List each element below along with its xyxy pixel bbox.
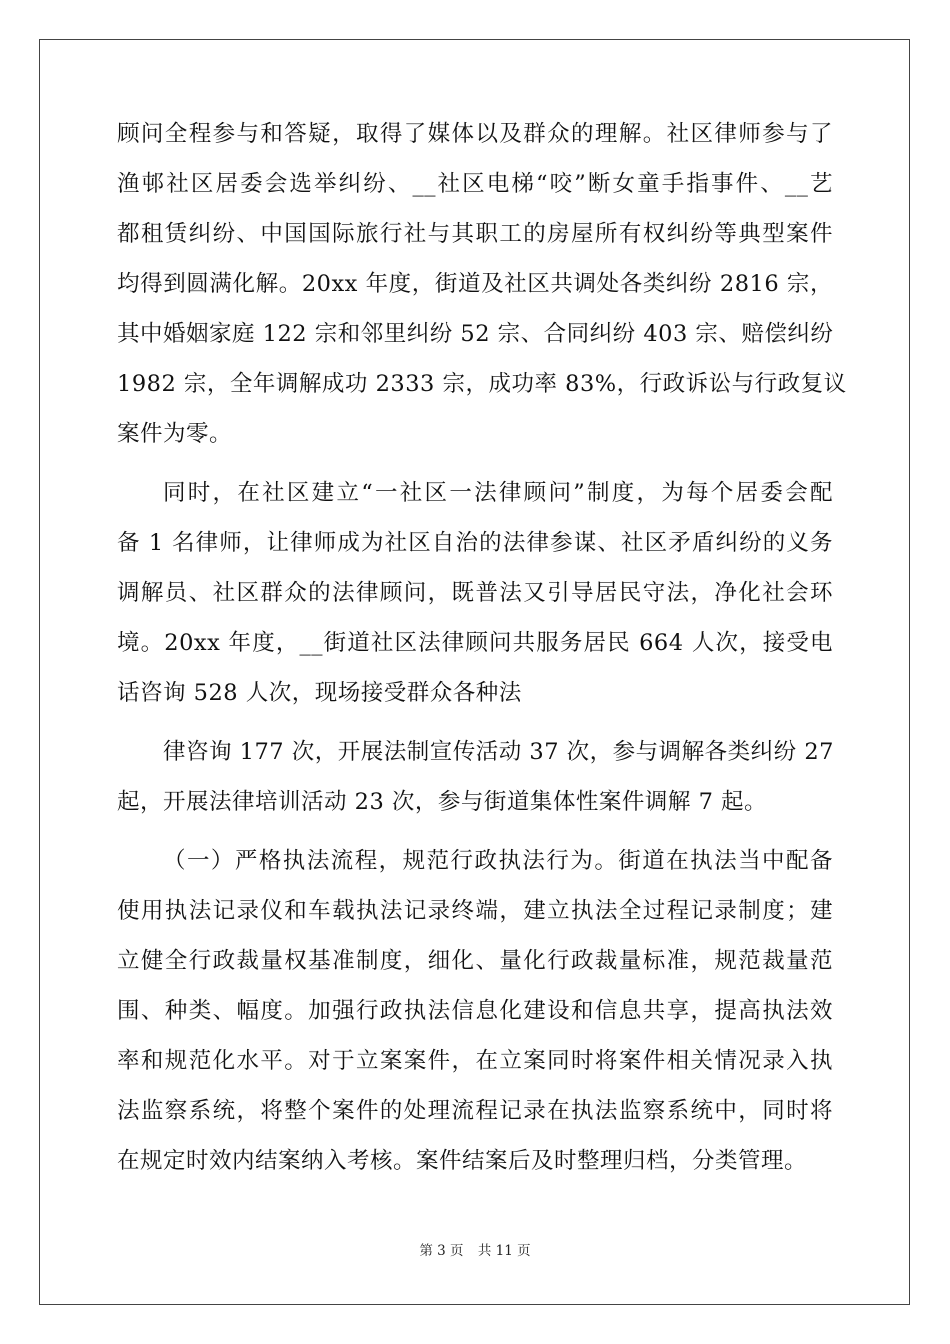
text-line: 围、种类、幅度。加强行政执法信息化建设和信息共享，提高执法效 xyxy=(117,998,833,1024)
text-line: 率和规范化水平。对于立案案件，在立案同时将案件相关情况录入执 xyxy=(117,1048,833,1074)
text-line: 使用执法记录仪和车载执法记录终端，建立执法全过程记录制度；建 xyxy=(117,898,833,924)
text-line: 顾问全程参与和答疑，取得了媒体以及群众的理解。社区律师参与了 xyxy=(117,121,833,147)
text-line: 立健全行政裁量权基准制度，细化、量化行政裁量标准，规范裁量范 xyxy=(117,948,833,974)
text-line: 境。20xx 年度，__街道社区法律顾问共服务居民 664 人次，接受电 xyxy=(117,630,833,656)
text-line: 起，开展法律培训活动 23 次，参与街道集体性案件调解 7 起。 xyxy=(117,789,768,815)
paragraph-start: 同时，在社区建立“一社区一法律顾问”制度，为每个居委会配 xyxy=(163,480,833,506)
text-line: 都租赁纠纷、中国国际旅行社与其职工的房屋所有权纠纷等典型案件 xyxy=(117,221,833,247)
text-line: 在规定时效内结案纳入考核。案件结案后及时整理归档，分类管理。 xyxy=(117,1148,808,1174)
document-body xyxy=(117,109,847,1186)
text-line: 案件为零。 xyxy=(117,421,233,447)
text-line: 话咨询 528 人次，现场接受群众各种法 xyxy=(117,680,522,706)
text-line: 调解员、社区群众的法律顾问，既普法又引导居民守法，净化社会环 xyxy=(117,580,833,606)
page-number: 第 3 页 xyxy=(419,1243,464,1259)
text-line: 1982 宗，全年调解成功 2333 宗，成功率 83%，行政诉讼与行政复议 xyxy=(117,371,847,397)
text-line: 其中婚姻家庭 122 宗和邻里纠纷 52 宗、合同纠纷 403 宗、赔偿纠纷 xyxy=(117,321,834,347)
paragraph-start: （一）严格执法流程，规范行政执法行为。街道在执法当中配备 xyxy=(163,848,833,874)
text-line: 备 1 名律师，让律师成为社区自治的法律参谋、社区矛盾纠纷的义务 xyxy=(117,530,833,556)
page-total: 共 11 页 xyxy=(477,1243,531,1259)
page-footer xyxy=(0,1239,950,1259)
text-line: 法监察系统，将整个案件的处理流程记录在执法监察系统中，同时将 xyxy=(117,1098,833,1124)
text-line: 均得到圆满化解。20xx 年度，街道及社区共调处各类纠纷 2816 宗， xyxy=(117,271,833,297)
text-line: 渔邨社区居委会选举纠纷、__社区电梯“咬”断女童手指事件、__艺 xyxy=(117,171,833,197)
paragraph-start: 律咨询 177 次，开展法制宣传活动 37 次，参与调解各类纠纷 27 xyxy=(163,739,834,765)
